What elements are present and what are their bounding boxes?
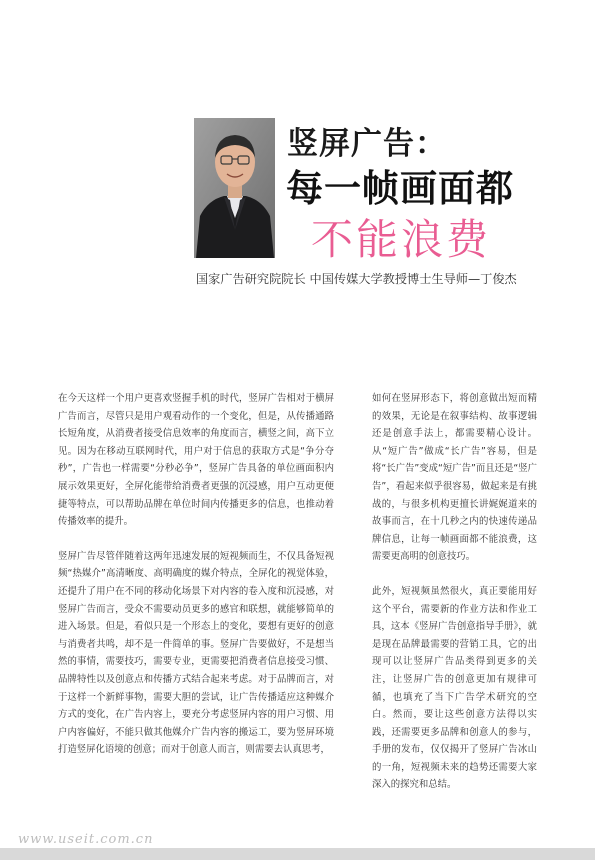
headline-line-1: 竖屏广告： — [287, 126, 447, 162]
article-column-left — [58, 390, 334, 776]
article-paragraph: 如何在竖屏形态下，将创意做出短而精的效果，无论是在叙事结构、故事逻辑还是创意手法上，都需要精心设计。从“短广告”做成“长广告”容易，但是将“长广告”变成“短广告”而且还是“竖广告”，看起来似乎很容易，做起来是有挑战的，与很多机构更擅长讲娓娓道来的故事而言，在十几秒之内的快速传递品牌信息，让每一帧画面都不能浪费，这需要更高明的创意技巧。 — [372, 393, 537, 563]
headline-line-3: 不能浪费 — [311, 215, 492, 264]
article-paragraph: 竖屏广告尽管伴随着这两年迅速发展的短视频而生，不仅具备短视频“热媒介”高清晰度、高明确度的媒介特点，全屏化的视觉体验，还提升了用户在不同的移动化场景下对内容的卷入度和沉浸感，对竖屏广告而言，受众不需要动员更多的感官和联想，就能够简单的进入场景。但是，看似只是一个形态上的变化，要想有更好的创意与消费者共鸣，却不是一件简单的事。竖屏广告要做好，不是想当然的事情，需要技巧，需要专业，更需要把消费者信息接受习惯、品牌特性以及创意点和传播方式结合起来考虑。对于品牌而言，对于这样一个新鲜事物，需要大胆的尝试，让广告传播适应这种媒介方式的变化，在广告内容上，要充分考虑竖屏内容的用户习惯、用户内容偏好，不能只做其他媒介广告内容的搬运工，要为竖屏环境打造竖屏化语境的创意；而对于创意人而言，则需要去认真思考， — [58, 550, 334, 756]
site-watermark: www.useit.com.cn — [18, 832, 154, 847]
headline-line-2: 每一帧画面都 — [286, 167, 514, 210]
article-paragraph: 此外，短视频虽然很火，真正要能用好这个平台，需要新的作业方法和作业工具，这本《竖屏广告创意指导手册》，就是现在品牌最需要的营销工具，它的出现可以让竖屏广告品类得到更多的关注，让竖屏广告的创意更加有规律可循，也填充了当下广告学术研究的空白。然而，要让这些创意方法得以实践，还需要更多品牌和创意人的参与，手册的发布，仅仅揭开了竖屏广告冰山的一角，短视频未来的趋势还需要大家深入的探究和总结。 — [372, 585, 537, 791]
author-portrait — [194, 118, 275, 258]
person-photo-icon — [194, 118, 275, 258]
page-bottom-bar — [0, 848, 595, 860]
article-paragraph: 在今天这样一个用户更喜欢竖握手机的时代，竖屏广告相对于横屏广告而言，尽管只是用户观看动作的一个变化，但是，从传播通路长短角度，从消费者接受信息效率的角度而言，横竖之间，高下立见。因为在移动互联网时代，用户对于信息的获取方式是“争分夺秒”，广告也一样需要“分秒必争”，竖屏广告具备的单位画面积内展示效果更好，全屏化能带给消费者更强的沉浸感，用户互动更便捷等特点，可以帮助品牌在单位时间内传播更多的信息，也推动着传播效率的提升。 — [58, 393, 334, 528]
article-column-right — [372, 390, 537, 811]
author-byline: 国家广告研究院院长 中国传媒大学教授博士生导师—丁俊杰 — [196, 272, 517, 286]
